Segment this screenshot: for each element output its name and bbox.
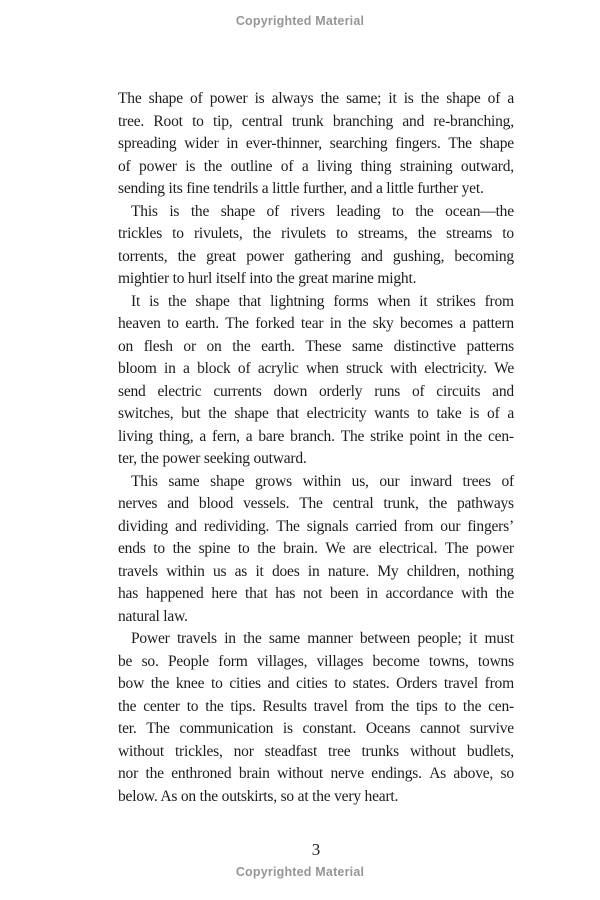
text-line: living thing, a fern, a bare branch. The strike point in the cen- [118, 427, 514, 445]
text-line: without trickles, nor steadfast tree trunks without budlets, [118, 742, 514, 760]
text-line: bloom in a block of acrylic when struck with electricity. We [118, 360, 514, 377]
text-line: The shape of power is always the same; it is the shape of a [118, 90, 514, 107]
text-line: This same shape grows within us, our inward trees of [131, 472, 514, 490]
text-line: torrents, the great power gathering and gushing, becoming [118, 247, 514, 265]
text-line: Power travels in the same manner between people; it must [131, 630, 514, 647]
text-line: This is the shape of rivers leading to the ocean—the [131, 202, 514, 220]
text-line: spreading wider in ever-thinner, searching fingers. The shape [118, 135, 514, 152]
text-line: tree. Root to tip, central trunk branching and re-branching, [118, 112, 514, 130]
text-line: switches, but the shape that electricity wants to take is of a [118, 405, 514, 422]
text-line: on flesh or on the earth. These same distinctive patterns [118, 337, 514, 355]
text-line: bow the knee to cities and cities to states. Orders travel from [118, 675, 514, 692]
text-line: the center to the tips. Results travel from the tips to the cen- [118, 697, 514, 715]
text-line: mightier to hurl itself into the great marine might. [118, 270, 417, 287]
text-line: ends to the spine to the brain. We are electrical. The power [118, 540, 514, 557]
text-line: send electric currents down orderly runs of circuits and [118, 382, 514, 400]
text-line: be so. People form villages, villages become towns, towns [118, 652, 514, 670]
text-line: It is the shape that lightning forms when it strikes from [131, 292, 514, 310]
page-number: 3 [311, 840, 321, 859]
text-line: ter, the power seeking outward. [118, 450, 307, 467]
text-line: heaven to earth. The forked tear in the sky becomes a pattern [118, 315, 514, 332]
text-line: ter. The communication is constant. Oceans cannot survive [118, 720, 514, 737]
text-line: of power is the outline of a living thing straining outward, [118, 157, 514, 175]
text-line: travels within us as it does in nature. My children, nothing [118, 562, 514, 580]
text-line: dividing and redividing. The signals carried from our fingers’ [118, 517, 514, 535]
text-line: natural law. [118, 607, 188, 625]
copyright-notice-bottom: Copyrighted Material [235, 865, 365, 879]
text-line: trickles to rivulets, the rivulets to streams, the streams to [118, 225, 514, 242]
text-line: has happened here that has not been in accordance with the [118, 585, 514, 602]
copyright-notice-top: Copyrighted Material [235, 14, 365, 28]
text-line: nor the enthroned brain without nerve endings. As above, so [118, 765, 514, 782]
text-line: below. As on the outskirts, so at the very heart. [118, 787, 399, 805]
text-line: nerves and blood vessels. The central trunk, the pathways [118, 495, 514, 512]
page-body [118, 88, 514, 808]
text-line: sending its fine tendrils a little further, and a little further yet. [118, 180, 484, 197]
